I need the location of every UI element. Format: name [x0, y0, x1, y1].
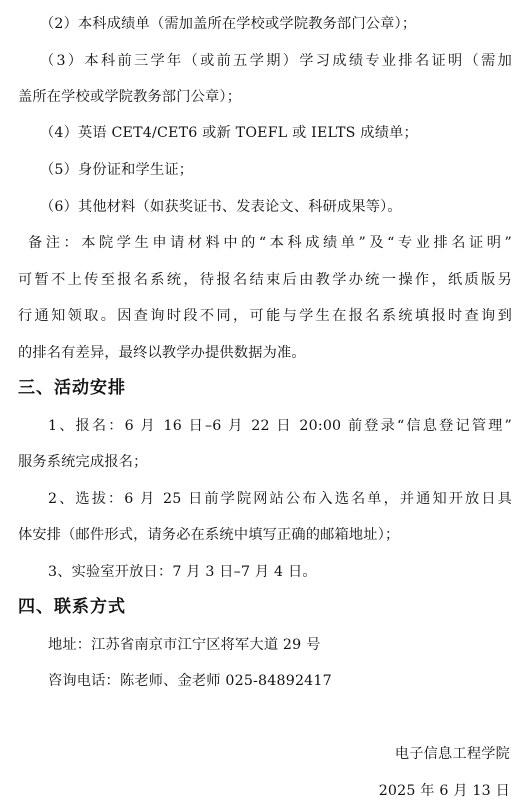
activity-item-1-line-2: 服务系统完成报名； [18, 454, 148, 470]
material-item-2: （2）本科成绩单（需加盖所在学校或学院教务部门公章）； [40, 16, 417, 32]
material-item-6: （6）其他材料（如获奖证书、发表论文、科研成果等）。 [40, 199, 402, 215]
activity-item-1-line-1: 1、报名：6 月 16 日–6 月 22 日 20:00 前登录“信息登记管理” [48, 418, 512, 434]
material-item-5: （5）身份证和学生证； [40, 162, 194, 178]
section-4-heading: 四、联系方式 [18, 597, 126, 617]
material-item-3-line-1: （3）本科前三学年（或前五学期）学习成绩专业排名证明（需加 [40, 53, 512, 69]
material-item-4: （4）英语 CET4/CET6 或新 TOEFL 或 IELTS 成绩单； [40, 125, 418, 141]
signature-org: 电子信息工程学院 [394, 746, 510, 762]
section-3-heading: 三、活动安排 [18, 378, 126, 398]
contact-phone: 咨询电话：陈老师、金老师 025-84892417 [48, 673, 332, 689]
signature-date: 2025 年 6 月 13 日 [378, 783, 510, 799]
note-line-1: 备注：本院学生申请材料中的“本科成绩单”及“专业排名证明” [28, 235, 512, 251]
note-line-2: 可暂不上传至报名系统，待报名结束后由教学办统一操作，纸质版另 [18, 272, 512, 288]
activity-item-2-line-2: 体安排（邮件形式，请务必在系统中填写正确的邮箱地址）； [18, 527, 400, 543]
activity-item-2-line-1: 2、选拔：6 月 25 日前学院网站公布入选名单，并通知开放日具 [48, 491, 512, 507]
activity-item-3: 3、实验室开放日：7 月 3 日–7 月 4 日。 [48, 564, 317, 580]
note-line-3: 行通知领取。因查询时段不同，可能与学生在报名系统填报时查询到 [18, 308, 512, 324]
material-item-3-line-2: 盖所在学校或学院教务部门公章）； [18, 89, 242, 105]
note-line-4: 的排名有差异，最终以教学办提供数据为准。 [18, 345, 306, 361]
contact-address: 地址：江苏省南京市江宁区将军大道 29 号 [48, 637, 321, 653]
